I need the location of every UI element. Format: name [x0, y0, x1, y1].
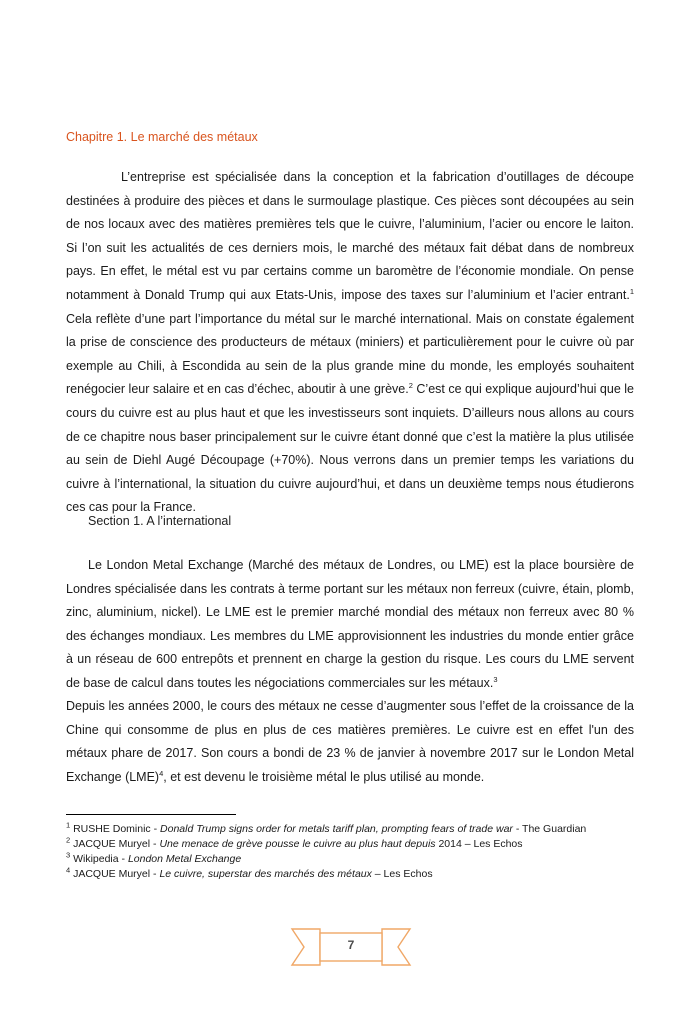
- footnote-author: JACQUE Muryel -: [70, 868, 160, 880]
- footnote-title: Une menace de grève pousse le cuivre au plus haut depuis: [159, 838, 436, 850]
- copper-text-part-2: , et est devenu le troisième métal le plus utilisé au monde.: [163, 769, 485, 784]
- footnote-source: - The Guardian: [512, 823, 587, 835]
- footnote-ref-1: 1: [629, 286, 634, 296]
- footnote-source: 2014 – Les Echos: [435, 838, 523, 850]
- lme-paragraph: [66, 554, 634, 696]
- footnotes: [66, 822, 666, 882]
- footnote-author: Wikipedia -: [70, 853, 128, 865]
- intro-text-part-1: L’entreprise est spécialisée dans la conception et la fabrication d’outillages de découpe destinées à produire des pièces et dans le surmoulage plastique. Ces pièces sont découpées au sein de nos locaux avec des matières premières tels que le cuivre, l’aluminium, l’acier ou encore le laiton. Si l’on suit les actualités de ces derniers mois, le marché des métaux fait débat dans de nombreux pays. En effet, le métal est vu par certains comme un baromètre de l’économie mondiale. On pense notamment à Donald Trump qui aux Etats-Unis, impose des taxes sur l’aluminium et l’acier entrant.: [66, 170, 634, 302]
- footnote-3: [66, 852, 666, 867]
- footnote-title: Le cuivre, superstar des marchés des métaux: [159, 868, 372, 880]
- footnote-2: [66, 837, 666, 852]
- copper-paragraph: [66, 695, 634, 789]
- footnote-author: JACQUE Muryel -: [70, 838, 160, 850]
- footnote-number: 2: [66, 835, 71, 845]
- footnote-source: – Les Echos: [371, 868, 433, 880]
- footnote-ref-4: 4: [159, 768, 164, 778]
- chapter-title: Chapitre 1. Le marché des métaux: [66, 130, 258, 144]
- intro-text-part-2: Cela reflète d’une part l’importance du métal sur le marché international. Mais on constate également la prise de conscience des producteurs de métaux (miniers) et particulièrement pour le cuivre où par exemple au Chili, à Escondida au sein de la plus grande mine du monde, les employés souhaitent renégocier leur salaire et en cas d’échec, aboutir à une grève.: [66, 311, 634, 397]
- footnote-ref-3: 3: [493, 674, 498, 684]
- footnote-number: 1: [66, 820, 71, 830]
- section-title: Section 1. A l’international: [88, 514, 232, 528]
- footnote-1: [66, 822, 666, 837]
- footnote-ref-2: 2: [408, 381, 413, 391]
- footnote-number: 4: [66, 865, 71, 875]
- page-number-box: [286, 925, 416, 969]
- footnote-number: 3: [66, 850, 71, 860]
- copper-text-part-1: Depuis les années 2000, le cours des métaux ne cesse d’augmenter sous l’effet de la croissance de la Chine qui consomme de plus en plus de ces matières premières. Le cuivre est en effet l'un des métaux phare de 2017. Son cours a bondi de 23 % de janvier à novembre 2017 sur le London Metal Exchange (LME): [66, 699, 634, 784]
- footnote-title: Donald Trump signs order for metals tariff plan, prompting fears of trade war: [160, 823, 513, 835]
- footnote-title: London Metal Exchange: [127, 853, 242, 865]
- page-number: 7: [347, 938, 355, 952]
- intro-paragraph: [66, 166, 634, 520]
- lme-text: Le London Metal Exchange (Marché des métaux de Londres, ou LME) est la place boursière de Londres spécialisée dans les contrats à terme portant sur les métaux non ferreux (cuivre, étain, plomb, zinc, aluminium, nickel). Le LME est le premier marché mondial des métaux non ferreux avec 80 % des échanges mondiaux. Les membres du LME approvisionnent les industries du monde entier grâce à un réseau de 600 entrepôts et prennent en charge la gestion du risque. Les cours du LME servent de base de calcul dans toutes les négociations commerciales sur les métaux.: [66, 558, 634, 690]
- footnote-author: RUSHE Dominic -: [70, 823, 161, 835]
- footnote-separator: [66, 814, 236, 815]
- footnote-4: [66, 867, 666, 882]
- intro-text-part-3: C’est ce qui explique aujourd’hui que le cours du cuivre est au plus haut et que les investisseurs sont inquiets. D’ailleurs nous allons au cours de ce chapitre nous baser principalement sur le cuivre étant donné que c’est la matière la plus utilisée au sein de Diehl Augé Découpage (+70%). Nous verrons dans un premier temps les variations du cuivre à l’international, la situation du cuivre aujourd’hui, et dans un deuxième temps nous étudierons ces cas pour la France.: [66, 382, 634, 515]
